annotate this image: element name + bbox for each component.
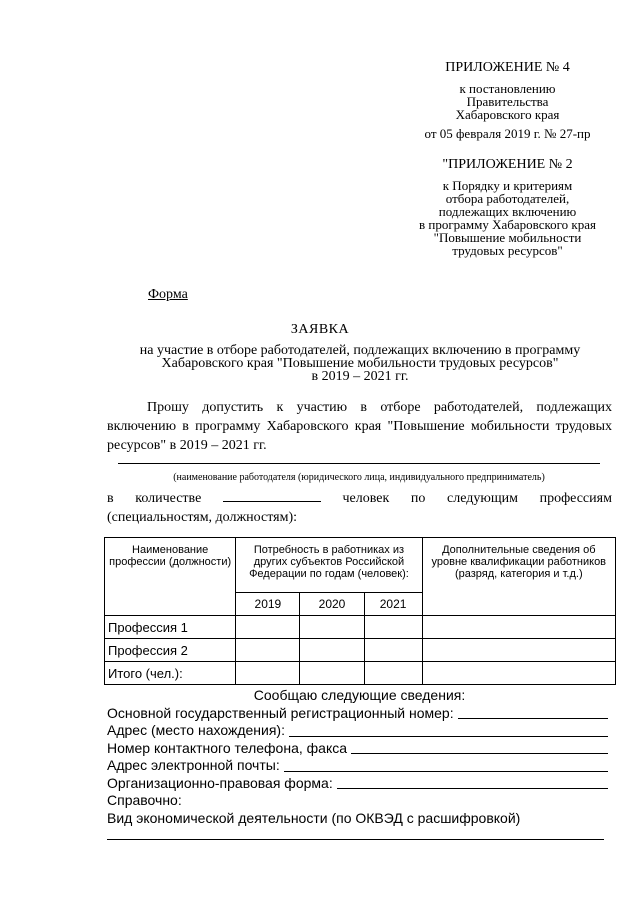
activity-input-line[interactable] bbox=[107, 839, 604, 840]
row-label: Профессия 1 bbox=[105, 616, 236, 639]
table-cell[interactable] bbox=[236, 616, 300, 639]
row-label: Профессия 2 bbox=[105, 639, 236, 662]
appendix-4-title: ПРИЛОЖЕНИЕ № 4 bbox=[445, 60, 570, 75]
field-label: Организационно-правовая форма: bbox=[107, 774, 333, 791]
subtitle-line: в 2019 – 2021 гг. bbox=[311, 369, 409, 384]
address-input-line[interactable] bbox=[289, 726, 608, 737]
table-cell[interactable] bbox=[300, 639, 364, 662]
year-cell: 2021 bbox=[364, 593, 422, 616]
col-header-profession: Наименование профессии (должности) bbox=[105, 538, 236, 616]
appendix-2-line: отбора работодателей, bbox=[445, 191, 570, 206]
professions-table bbox=[104, 537, 616, 685]
table-row bbox=[105, 639, 616, 662]
year-cell: 2020 bbox=[300, 593, 364, 616]
quantity-statement bbox=[107, 489, 612, 527]
appendix-2-line: подлежащих включению bbox=[438, 204, 577, 219]
quantity-blank[interactable] bbox=[223, 489, 321, 502]
info-intro: Сообщаю следующие сведения: bbox=[253, 687, 466, 703]
field-label: Номер контактного телефона, факса bbox=[107, 739, 348, 756]
appendix-4-line: к постановлению bbox=[459, 81, 556, 96]
appendix-4-line: Правительства bbox=[466, 94, 549, 109]
appendix-4-line: Хабаровского края bbox=[455, 107, 560, 122]
table-cell[interactable] bbox=[422, 662, 615, 685]
field-label: Адрес (место нахождения): bbox=[107, 722, 285, 738]
subtitle-line: Хабаровского края "Повышение мобильности трудовых ресурсов" bbox=[161, 356, 559, 371]
field-label: Адрес электронной почты: bbox=[107, 757, 280, 773]
document-title: ЗАЯВКА bbox=[290, 322, 350, 337]
table-cell[interactable] bbox=[364, 616, 422, 639]
info-field-address bbox=[107, 722, 612, 740]
table-cell[interactable] bbox=[300, 616, 364, 639]
info-field-phone bbox=[107, 740, 612, 758]
appendix-2-line: "Повышение мобильности bbox=[433, 230, 582, 245]
reference-label: Справочно: bbox=[107, 792, 182, 808]
phone-input-line[interactable] bbox=[351, 743, 608, 754]
appendix-4-block bbox=[395, 60, 620, 140]
table-cell[interactable] bbox=[236, 662, 300, 685]
table-row bbox=[105, 662, 616, 685]
quantity-line-2: (специальностям, должностям): bbox=[107, 510, 297, 525]
quantity-word: по bbox=[410, 491, 426, 506]
appendix-2-line: к Порядку и критериям bbox=[442, 178, 573, 193]
legal-form-input-line[interactable] bbox=[337, 778, 608, 789]
quantity-word: количестве bbox=[135, 491, 202, 506]
subtitle-line: на участие в отборе работодателей, подлежащих включению в программу bbox=[139, 343, 581, 358]
appendix-2-line: трудовых ресурсов" bbox=[452, 243, 563, 258]
activity-label: Вид экономической деятельности (по ОКВЭД с расшифровкой) bbox=[107, 809, 521, 826]
form-label: Форма bbox=[148, 287, 188, 302]
info-section bbox=[107, 687, 612, 827]
employer-name-caption: (наименование работодателя (юридического лица, индивидуального предприниматель) bbox=[173, 472, 545, 483]
info-field-email bbox=[107, 757, 612, 775]
quantity-word: в bbox=[107, 491, 114, 506]
table-cell[interactable] bbox=[364, 639, 422, 662]
appendix-4-date: от 05 февраля 2019 г. № 27-пр bbox=[424, 126, 591, 141]
table-cell[interactable] bbox=[422, 616, 615, 639]
year-cell: 2019 bbox=[236, 593, 300, 616]
request-paragraph: Прошу допустить к участию в отборе работодателей, подлежащих включению в программу Хабаровского края "Повышение мобильности трудовых ресурсов" в 2019 – 2021 гг. bbox=[107, 400, 612, 453]
table-cell[interactable] bbox=[236, 639, 300, 662]
quantity-word: следующим bbox=[447, 491, 518, 506]
quantity-word: человек bbox=[342, 491, 390, 506]
ogrn-input-line[interactable] bbox=[458, 708, 608, 719]
email-input-line[interactable] bbox=[284, 761, 608, 772]
info-field-ogrn bbox=[107, 705, 612, 723]
appendix-2-title: "ПРИЛОЖЕНИЕ № 2 bbox=[442, 157, 573, 172]
appendix-2-block bbox=[395, 157, 620, 257]
document-subtitle bbox=[110, 344, 610, 383]
appendix-2-line: в программу Хабаровского края bbox=[418, 217, 596, 232]
employer-name-line[interactable] bbox=[118, 463, 600, 464]
quantity-word: профессиям bbox=[539, 491, 612, 506]
table-row bbox=[105, 616, 616, 639]
table-cell[interactable] bbox=[364, 662, 422, 685]
col-header-need: Потребность в работниках из других субъектов Российской Федерации по годам (человек): bbox=[236, 538, 422, 593]
info-field-legal-form bbox=[107, 775, 612, 793]
table-cell[interactable] bbox=[300, 662, 364, 685]
col-header-qualification: Дополнительные сведения об уровне квалификации работников (разряд, категория и т.д.) bbox=[422, 538, 615, 616]
row-label: Итого (чел.): bbox=[105, 662, 236, 685]
field-label: Основной государственный регистрационный номер: bbox=[107, 704, 454, 721]
table-cell[interactable] bbox=[422, 639, 615, 662]
